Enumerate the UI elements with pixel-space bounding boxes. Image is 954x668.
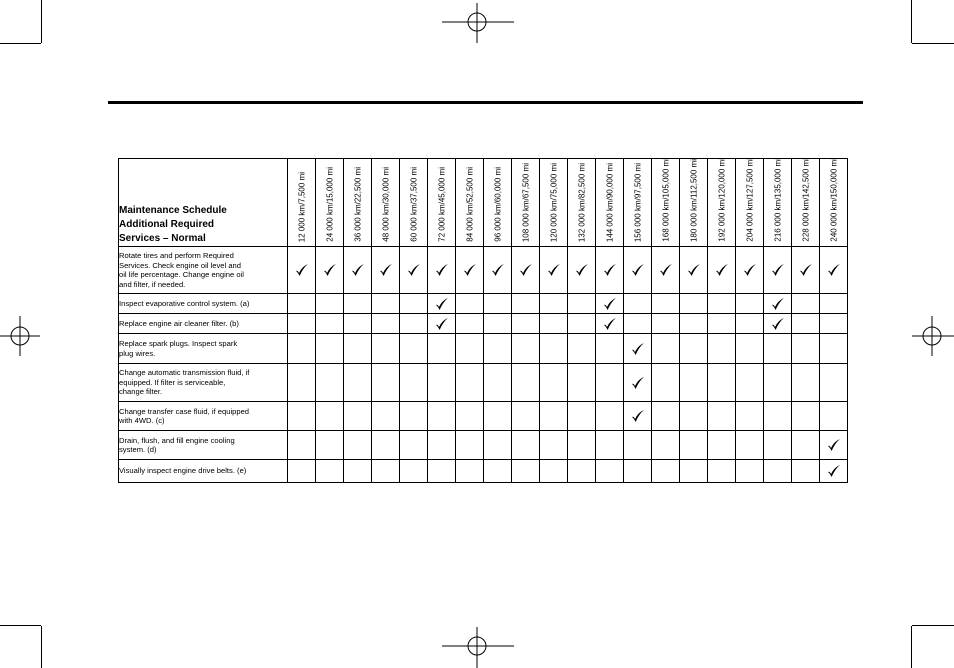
checkmark-icon: [743, 263, 757, 277]
schedule-cell: [456, 294, 484, 314]
service-description-line: change filter.: [119, 387, 163, 397]
schedule-cell: [680, 334, 708, 364]
table-row: [119, 334, 848, 364]
crop-mark-top-left-v: [41, 0, 42, 43]
interval-label: 168 000 km/105,000 mi: [661, 158, 670, 242]
interval-column-header: [820, 159, 848, 247]
schedule-cell: [428, 431, 456, 460]
checkmark-icon: [435, 317, 449, 331]
schedule-cell: [372, 294, 400, 314]
interval-label: 132 000 km/82,500 mi: [577, 162, 586, 242]
schedule-cell: [624, 402, 652, 431]
schedule-cell: [596, 294, 624, 314]
schedule-cell: [344, 364, 372, 402]
interval-label: 84 000 km/52,500 mi: [465, 167, 474, 242]
schedule-cell: [736, 247, 764, 294]
service-description-line: and filter, if needed.: [119, 279, 186, 289]
schedule-cell: [512, 402, 540, 431]
schedule-cell: [568, 247, 596, 294]
schedule-cell: [764, 402, 792, 431]
schedule-cell: [372, 247, 400, 294]
schedule-cell: [288, 294, 316, 314]
schedule-cell: [344, 247, 372, 294]
schedule-cell: [708, 294, 736, 314]
schedule-cell: [540, 314, 568, 334]
schedule-cell: [736, 294, 764, 314]
service-description: [119, 294, 288, 314]
schedule-cell: [820, 364, 848, 402]
checkmark-icon: [295, 263, 309, 277]
checkmark-icon: [827, 263, 841, 277]
crop-mark-top-right-v: [911, 0, 912, 43]
checkmark-icon: [687, 263, 701, 277]
schedule-cell: [316, 402, 344, 431]
schedule-cell: [428, 247, 456, 294]
schedule-cell: [428, 334, 456, 364]
schedule-cell: [400, 402, 428, 431]
checkmark-icon: [435, 297, 449, 311]
interval-label: 156 000 km/97,500 mi: [633, 162, 642, 242]
interval-column-header: [652, 159, 680, 247]
checkmark-icon: [799, 263, 813, 277]
schedule-cell: [680, 364, 708, 402]
registration-mark-icon: [912, 316, 954, 356]
schedule-cell: [484, 460, 512, 483]
interval-label: 192 000 km/120,000 mi: [717, 158, 726, 242]
interval-label: 120 000 km/75,000 mi: [549, 162, 558, 242]
schedule-cell: [512, 364, 540, 402]
schedule-cell: [820, 294, 848, 314]
schedule-cell: [652, 460, 680, 483]
checkmark-icon: [575, 263, 589, 277]
interval-label: 24 000 km/15,000 mi: [325, 167, 334, 242]
service-description: [119, 431, 288, 460]
schedule-cell: [344, 431, 372, 460]
schedule-cell: [512, 431, 540, 460]
schedule-cell: [596, 247, 624, 294]
checkmark-icon: [603, 297, 617, 311]
interval-label: 60 000 km/37,500 mi: [409, 167, 418, 242]
interval-column-header: [484, 159, 512, 247]
interval-column-header: [568, 159, 596, 247]
schedule-cell: [652, 402, 680, 431]
interval-label: 12 000 km/7,500 mi: [297, 171, 306, 242]
table-row: [119, 431, 848, 460]
schedule-cell: [344, 402, 372, 431]
schedule-cell: [540, 402, 568, 431]
schedule-cell: [456, 247, 484, 294]
schedule-cell: [820, 247, 848, 294]
service-description-line: equipped. If filter is serviceable,: [119, 377, 226, 387]
schedule-cell: [596, 431, 624, 460]
schedule-cell: [484, 334, 512, 364]
checkmark-icon: [827, 464, 841, 478]
table-title-line: Maintenance Schedule: [119, 205, 227, 216]
interval-label: 216 000 km/135,000 mi: [773, 158, 782, 242]
schedule-cell: [428, 460, 456, 483]
schedule-cell: [680, 460, 708, 483]
interval-label: 36 000 km/22,500 mi: [353, 167, 362, 242]
header-rule: [108, 101, 863, 104]
schedule-cell: [344, 460, 372, 483]
service-description-line: Inspect evaporative control system. (a): [119, 298, 250, 308]
table-row: [119, 460, 848, 483]
checkmark-icon: [771, 263, 785, 277]
checkmark-icon: [435, 263, 449, 277]
schedule-cell: [736, 364, 764, 402]
schedule-cell: [484, 247, 512, 294]
schedule-cell: [456, 460, 484, 483]
schedule-cell: [568, 364, 596, 402]
schedule-cell: [792, 364, 820, 402]
schedule-cell: [344, 314, 372, 334]
schedule-cell: [624, 247, 652, 294]
table-row: [119, 402, 848, 431]
interval-label: 240 000 km/150,000 mi: [829, 158, 838, 242]
schedule-cell: [344, 294, 372, 314]
schedule-cell: [372, 402, 400, 431]
schedule-cell: [820, 334, 848, 364]
schedule-cell: [372, 431, 400, 460]
schedule-cell: [316, 431, 344, 460]
schedule-cell: [540, 364, 568, 402]
schedule-cell: [288, 402, 316, 431]
checkmark-icon: [715, 263, 729, 277]
service-description-line: Replace engine air cleaner filter. (b): [119, 318, 239, 328]
service-description-line: Services. Check engine oil level and: [119, 260, 241, 270]
schedule-cell: [624, 294, 652, 314]
service-description: [119, 247, 288, 294]
service-description-line: Drain, flush, and fill engine cooling: [119, 435, 235, 445]
checkmark-icon: [631, 342, 645, 356]
service-description-line: Change automatic transmission fluid, if: [119, 368, 250, 378]
schedule-cell: [596, 364, 624, 402]
service-description-line: Rotate tires and perform Required: [119, 251, 234, 260]
checkmark-icon: [631, 263, 645, 277]
interval-column-header: [344, 159, 372, 247]
maintenance-schedule-table: [118, 158, 848, 483]
schedule-cell: [288, 247, 316, 294]
schedule-cell: [764, 431, 792, 460]
interval-column-header: [512, 159, 540, 247]
interval-column-header: [792, 159, 820, 247]
schedule-cell: [708, 402, 736, 431]
checkmark-icon: [771, 297, 785, 311]
checkmark-icon: [659, 263, 673, 277]
table-title-line: Services – Normal: [119, 233, 206, 244]
service-description-line: with 4WD. (c): [119, 416, 165, 425]
schedule-cell: [456, 314, 484, 334]
schedule-cell: [512, 294, 540, 314]
schedule-cell: [428, 314, 456, 334]
schedule-cell: [764, 294, 792, 314]
schedule-cell: [288, 460, 316, 483]
interval-label: 204 000 km/127,500 mi: [745, 158, 754, 242]
service-description: [119, 402, 288, 431]
schedule-cell: [540, 460, 568, 483]
checkmark-icon: [631, 409, 645, 423]
interval-column-header: [316, 159, 344, 247]
schedule-cell: [316, 460, 344, 483]
schedule-cell: [596, 314, 624, 334]
interval-column-header: [456, 159, 484, 247]
table-body: [119, 247, 848, 483]
table-title-line: Additional Required: [119, 219, 214, 230]
interval-label: 48 000 km/30,000 mi: [381, 167, 390, 242]
interval-column-header: [428, 159, 456, 247]
schedule-cell: [568, 314, 596, 334]
schedule-cell: [736, 334, 764, 364]
checkmark-icon: [771, 317, 785, 331]
schedule-cell: [316, 364, 344, 402]
crop-mark-top-right-h: [912, 43, 954, 44]
schedule-cell: [484, 431, 512, 460]
schedule-cell: [792, 334, 820, 364]
schedule-cell: [792, 402, 820, 431]
schedule-cell: [456, 334, 484, 364]
interval-column-header: [596, 159, 624, 247]
interval-column-header: [540, 159, 568, 247]
schedule-cell: [764, 460, 792, 483]
schedule-cell: [764, 334, 792, 364]
schedule-cell: [540, 431, 568, 460]
service-description-line: Visually inspect engine drive belts. (e): [119, 466, 247, 476]
schedule-cell: [596, 460, 624, 483]
schedule-cell: [736, 402, 764, 431]
schedule-cell: [540, 334, 568, 364]
schedule-cell: [680, 402, 708, 431]
schedule-cell: [680, 314, 708, 334]
schedule-cell: [540, 294, 568, 314]
service-description-line: plug wires.: [119, 348, 156, 358]
interval-label: 108 000 km/67,500 mi: [521, 162, 530, 242]
schedule-cell: [652, 334, 680, 364]
schedule-cell: [316, 247, 344, 294]
interval-label: 180 000 km/112,500 mi: [689, 158, 698, 242]
schedule-cell: [820, 314, 848, 334]
crop-mark-bottom-right-v: [911, 626, 912, 668]
interval-label: 228 000 km/142,500 mi: [801, 158, 810, 242]
service-description: [119, 460, 288, 483]
schedule-cell: [288, 334, 316, 364]
schedule-cell: [288, 431, 316, 460]
table-row: [119, 314, 848, 334]
interval-column-header: [624, 159, 652, 247]
schedule-cell: [708, 460, 736, 483]
schedule-cell: [624, 460, 652, 483]
schedule-cell: [372, 460, 400, 483]
schedule-cell: [624, 431, 652, 460]
schedule-cell: [428, 402, 456, 431]
schedule-cell: [288, 314, 316, 334]
schedule-cell: [512, 460, 540, 483]
schedule-cell: [680, 247, 708, 294]
schedule-cell: [400, 294, 428, 314]
service-description-line: oil life percentage. Change engine oil: [119, 270, 244, 279]
checkmark-icon: [547, 263, 561, 277]
schedule-cell: [484, 364, 512, 402]
crop-mark-top-left-h: [0, 43, 41, 44]
schedule-cell: [652, 364, 680, 402]
schedule-cell: [792, 247, 820, 294]
schedule-cell: [708, 314, 736, 334]
checkmark-icon: [323, 263, 337, 277]
schedule-cell: [316, 314, 344, 334]
schedule-cell: [568, 431, 596, 460]
checkmark-icon: [379, 263, 393, 277]
schedule-cell: [568, 334, 596, 364]
schedule-cell: [428, 364, 456, 402]
crop-mark-bottom-right-h: [912, 625, 954, 626]
interval-column-header: [400, 159, 428, 247]
schedule-cell: [456, 364, 484, 402]
table-header-row: [119, 159, 848, 247]
table-row: [119, 364, 848, 402]
schedule-cell: [708, 364, 736, 402]
interval-column-header: [680, 159, 708, 247]
schedule-cell: [764, 364, 792, 402]
schedule-cell: [596, 402, 624, 431]
schedule-cell: [484, 294, 512, 314]
schedule-cell: [624, 364, 652, 402]
table-row: [119, 294, 848, 314]
schedule-cell: [512, 314, 540, 334]
checkmark-icon: [603, 317, 617, 331]
schedule-cell: [512, 247, 540, 294]
checkmark-icon: [407, 263, 421, 277]
service-description-line: system. (d): [119, 445, 157, 454]
service-description-line: Replace spark plugs. Inspect spark: [119, 339, 238, 348]
registration-mark-icon: [442, 627, 514, 668]
crop-mark-bottom-left-v: [41, 626, 42, 668]
schedule-cell: [652, 247, 680, 294]
schedule-cell: [400, 460, 428, 483]
schedule-cell: [456, 431, 484, 460]
schedule-cell: [652, 431, 680, 460]
registration-mark-icon: [442, 3, 514, 43]
checkmark-icon: [631, 376, 645, 390]
interval-label: 96 000 km/60,000 mi: [493, 167, 502, 242]
checkmark-icon: [827, 438, 841, 452]
schedule-cell: [624, 334, 652, 364]
interval-column-header: [288, 159, 316, 247]
checkmark-icon: [463, 263, 477, 277]
schedule-cell: [680, 294, 708, 314]
schedule-cell: [820, 402, 848, 431]
schedule-cell: [568, 460, 596, 483]
checkmark-icon: [519, 263, 533, 277]
interval-column-header: [708, 159, 736, 247]
schedule-cell: [792, 431, 820, 460]
crop-mark-bottom-left-h: [0, 625, 41, 626]
schedule-cell: [400, 314, 428, 334]
checkmark-icon: [603, 263, 617, 277]
schedule-cell: [708, 247, 736, 294]
schedule-cell: [764, 247, 792, 294]
schedule-cell: [736, 314, 764, 334]
service-description: [119, 364, 288, 402]
schedule-cell: [820, 431, 848, 460]
schedule-cell: [484, 402, 512, 431]
schedule-cell: [400, 364, 428, 402]
schedule-cell: [344, 334, 372, 364]
schedule-cell: [792, 294, 820, 314]
schedule-cell: [316, 294, 344, 314]
schedule-cell: [316, 334, 344, 364]
schedule-cell: [792, 460, 820, 483]
service-description: [119, 334, 288, 364]
schedule-cell: [764, 314, 792, 334]
schedule-cell: [484, 314, 512, 334]
interval-column-header: [372, 159, 400, 247]
checkmark-icon: [351, 263, 365, 277]
schedule-cell: [568, 402, 596, 431]
schedule-cell: [820, 460, 848, 483]
schedule-cell: [372, 314, 400, 334]
service-description: [119, 314, 288, 334]
checkmark-icon: [491, 263, 505, 277]
schedule-cell: [736, 431, 764, 460]
table-title: [119, 159, 288, 247]
schedule-cell: [372, 334, 400, 364]
schedule-cell: [708, 431, 736, 460]
table-row: [119, 247, 848, 294]
schedule-cell: [512, 334, 540, 364]
service-description-line: Change transfer case fluid, if equipped: [119, 406, 250, 416]
interval-column-header: [764, 159, 792, 247]
schedule-cell: [400, 431, 428, 460]
schedule-cell: [596, 334, 624, 364]
schedule-cell: [736, 460, 764, 483]
schedule-cell: [624, 314, 652, 334]
interval-column-header: [736, 159, 764, 247]
interval-label: 144 000 km/90,000 mi: [605, 162, 614, 242]
schedule-cell: [540, 247, 568, 294]
schedule-cell: [652, 294, 680, 314]
schedule-cell: [680, 431, 708, 460]
schedule-cell: [456, 402, 484, 431]
interval-label: 72 000 km/45,000 mi: [437, 167, 446, 242]
schedule-cell: [708, 334, 736, 364]
schedule-cell: [288, 364, 316, 402]
schedule-cell: [792, 314, 820, 334]
schedule-cell: [428, 294, 456, 314]
schedule-cell: [400, 334, 428, 364]
schedule-cell: [652, 314, 680, 334]
schedule-cell: [372, 364, 400, 402]
schedule-cell: [568, 294, 596, 314]
registration-mark-icon: [0, 316, 40, 356]
schedule-cell: [400, 247, 428, 294]
